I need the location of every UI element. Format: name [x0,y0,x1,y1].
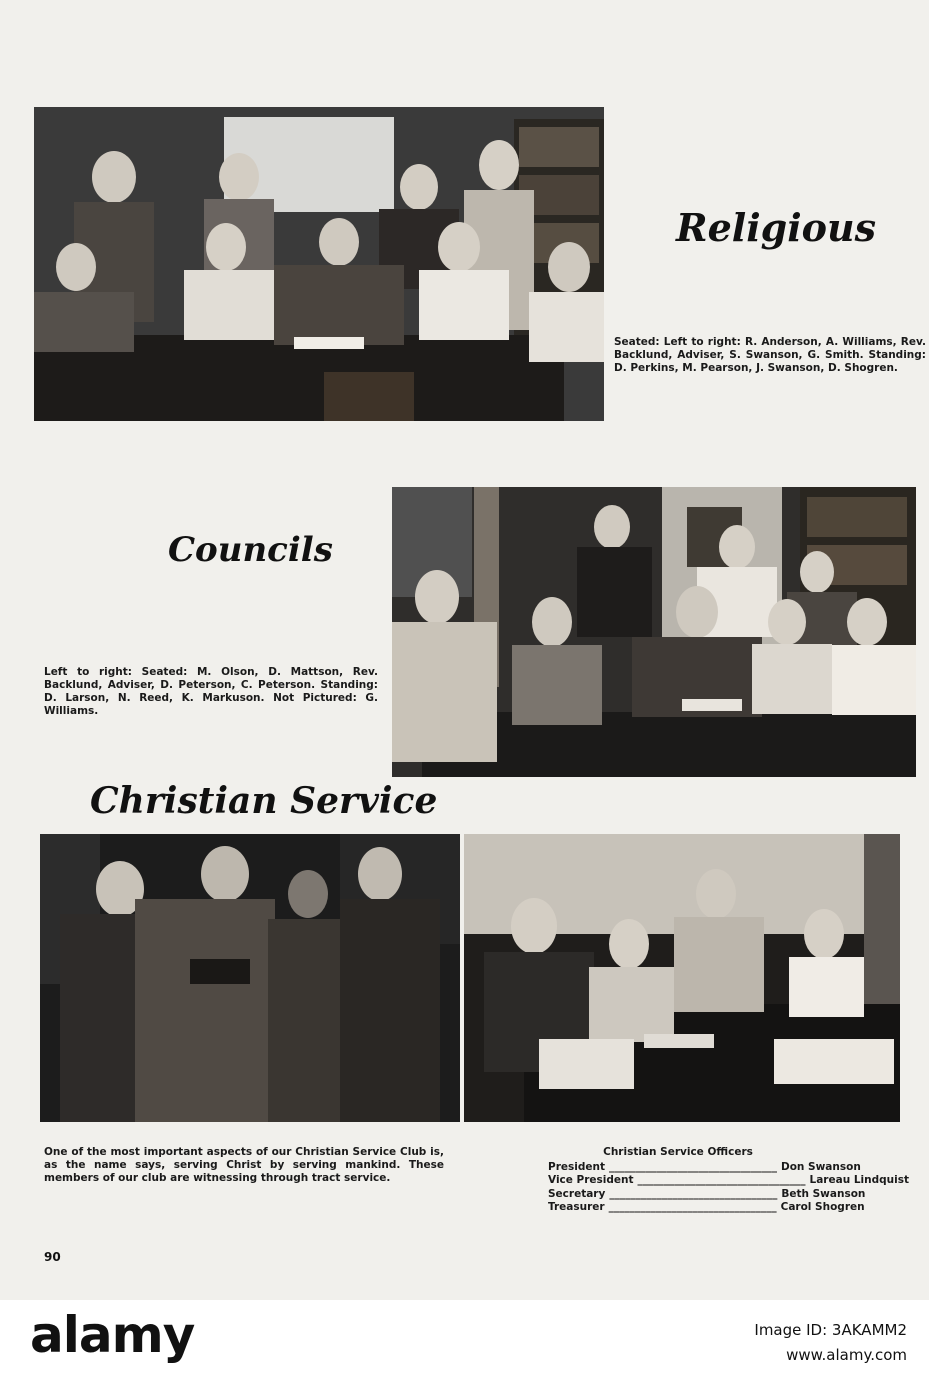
officer-name: Don Swanson [780,1160,861,1173]
religious-heading: Religious [676,205,877,250]
officer-row: Vice President ________________________________ Lareau Lindquist [548,1174,909,1186]
officers-list [548,1146,909,1215]
site-url: www.alamy.com [786,1346,907,1364]
page-number: 90 [44,1250,61,1264]
councils-heading: Councils [168,530,333,570]
religious-caption: Seated: Left to right: R. Anderson, A. Williams, Rev. Backlund, Adviser, S. Swanson, G. Smith. Standing: D. Perkins, M. Pearson, J. Swanson, D. Shogren. [614,336,926,374]
officer-row: Treasurer ________________________________ Carol Shogren [548,1201,865,1213]
officers-title: Christian Service Officers [603,1146,753,1158]
tract-service-photo [40,834,460,1122]
councils-photo [392,487,916,777]
christian-service-caption: One of the most important aspects of our Christian Service Club is, as the name says, serving Christ by serving mankind. These members of our club are witnessing through tract service. [44,1146,444,1184]
officers-photo [464,834,900,1122]
officer-row: President ________________________________ Don Swanson [548,1160,861,1173]
officer-name: Carol Shogren [780,1201,865,1213]
christian-service-heading: Christian Service [90,780,438,822]
councils-caption: Left to right: Seated: M. Olson, D. Mattson, Rev. Backlund, Adviser, D. Peterson, C. Peterson. Standing: D. Larson, N. Reed, K. Markuson. Not Pictured: G. Williams. [44,666,378,717]
officer-role: Treasurer [548,1201,605,1213]
officer-name: Beth Swanson [781,1187,866,1200]
officer-row: Secretary ________________________________ Beth Swanson [548,1187,866,1200]
officer-role: President [548,1160,605,1173]
officer-name: Lareau Lindquist [809,1174,909,1186]
religious-photo [34,107,604,421]
image-id: Image ID: 3AKAMM2 [754,1321,907,1339]
officer-role: Secretary [548,1187,606,1200]
officer-role: Vice President [548,1174,634,1186]
alamy-logo: alamy [30,1306,195,1364]
